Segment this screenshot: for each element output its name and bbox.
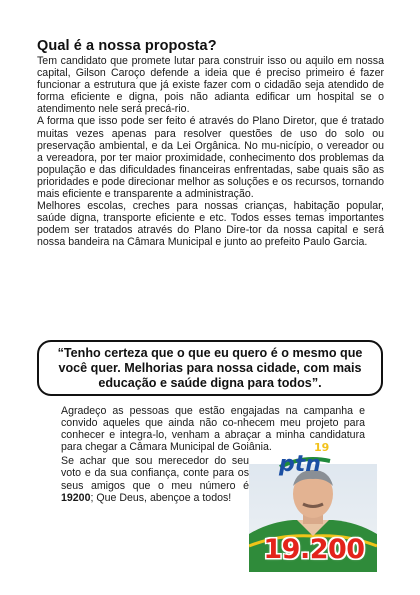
- closing-text-start: Se achar que sou merecedor do seu voto e da sua confiança, conte para os seus amigos que o meu número é: [61, 455, 249, 492]
- candidate-number: 19.200: [263, 534, 365, 565]
- svg-text:ptn: ptn: [279, 452, 321, 477]
- paragraph-1: Tem candidato que promete lutar para construir isso ou aquilo em nossa capital, Gilson Caroço defende a ideia que é preciso primeiro é fazer funcionar a estrutura que já existe fazer com o cidadão seja atendido de forma eficiente e digna, pois não adianta edificar um hospital se o atendimento nele será precá-rio.: [37, 55, 384, 116]
- closing-text-end: ; Que Deus, abençoe a todos!: [90, 491, 232, 504]
- svg-text:19: 19: [314, 441, 330, 454]
- closing-paragraph-1: Agradeço as pessoas que estão engajadas na campanha e convido aqueles que ainda não co-nhecem meu projeto para conhecer e integra-lo, venham a abraçar a minha candidatura para chegar a Câmara Municipal de Goiânia.: [61, 405, 365, 454]
- paragraph-3: Melhores escolas, creches para nossas crianças, habitação popular, saúde digna, transporte eficiente e etc. Todos esses temas importantes podem ser tratados através do Plano Dire-tor da nossa capital e será nossa bandeira na Câmara Municipal e junto ao prefeito Paulo Garcia.: [37, 200, 384, 249]
- party-logo: [276, 437, 334, 481]
- main-content: [37, 38, 384, 249]
- quote-box: [37, 340, 383, 396]
- paragraph-2: A forma que isso pode ser feito é através do Plano Diretor, que é tratado muitas vezes apenas para resolver questões de uso do solo ou preservação ambiental, e da Lei Orgânica. No mu-nicípio, o vereador ou a vereadora, por ter maior proximidade, conhecimento dos problemas da população e das dificuldades financeiras enfrentadas, sabe quais são as prioridades e pode direcionar melhor as soluções e os recursos, tornando mais eficiente e transparente a administração.: [37, 115, 384, 201]
- closing-paragraph-2: [61, 455, 249, 503]
- page-title: Qual é a nossa proposta?: [37, 38, 217, 54]
- closing-number: 19200: [61, 491, 91, 504]
- quote-text: “Tenho certeza que o que eu quero é o mesmo que você quer. Melhorias para nossa cidade, com mais educação e saúde digna para todos”.: [57, 345, 363, 390]
